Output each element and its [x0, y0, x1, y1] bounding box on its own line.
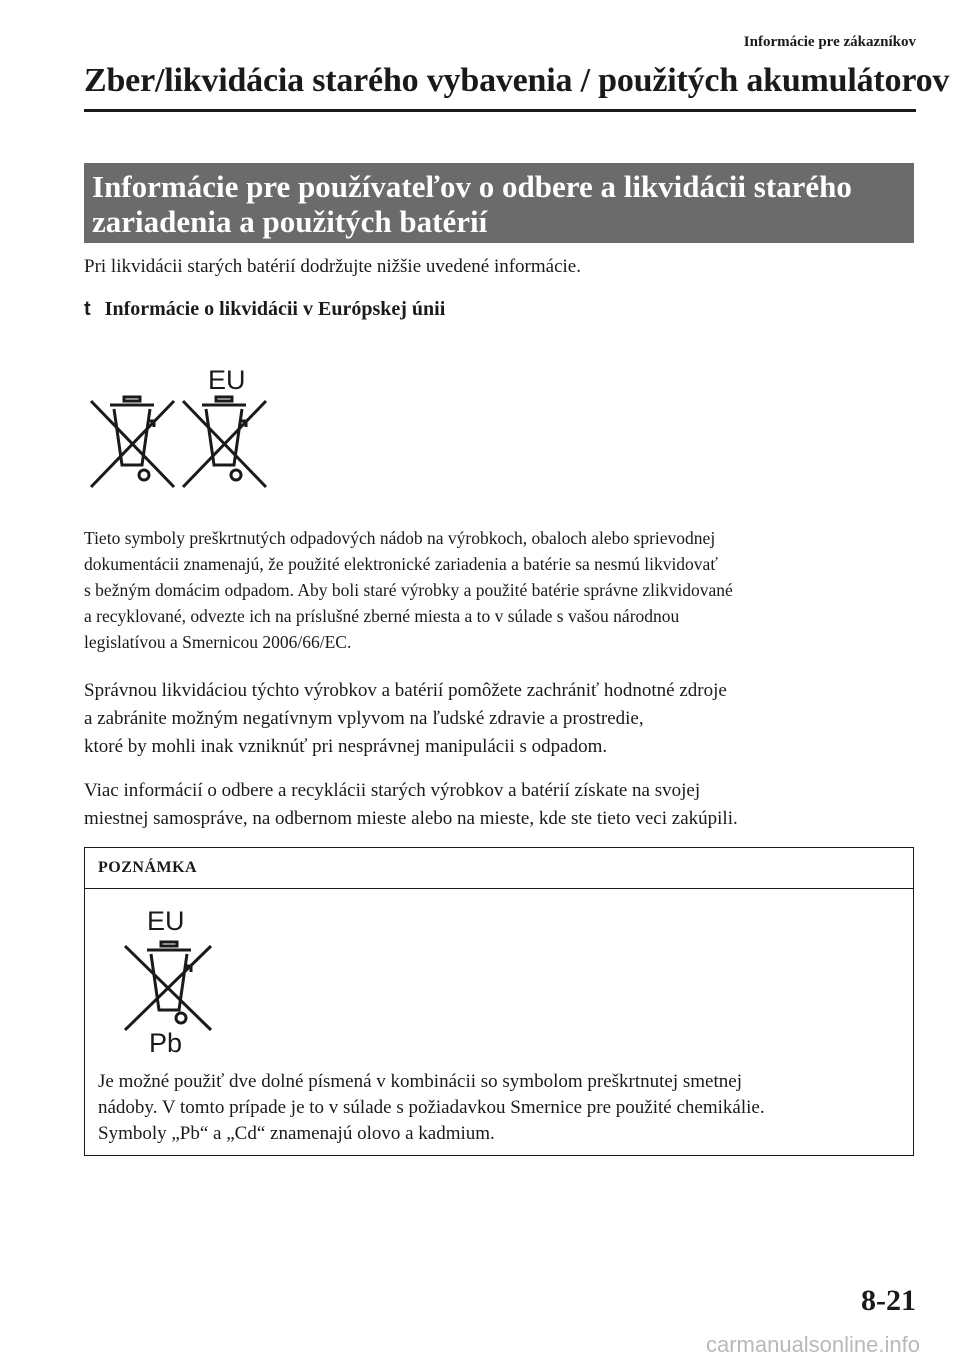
header-divider [84, 109, 916, 112]
page-number: 8-21 [861, 1284, 916, 1317]
text-line: legislatívou a Smernicou 2006/66/EC. [84, 632, 352, 652]
page-title: Zber/likvidácia starého vybavenia / použitých akumulátorov [84, 62, 950, 99]
text-line: Je možné použiť dve dolné písmená v kombinácii so symbolom preškrtnutej smetnej [98, 1071, 742, 1092]
text-line: Symboly „Pb“ a „Cd“ znamenajú olovo a kadmium. [98, 1123, 495, 1144]
chapter-label: Informácie pre zákazníkov [743, 34, 916, 50]
note-text [98, 1069, 765, 1147]
eu-label: EU [208, 365, 246, 395]
info-paragraph [84, 777, 924, 833]
text-line: ktoré by mohli inak vzniknúť pri nesprávnej manipulácii s odpadom. [84, 736, 608, 757]
text-line: a recyklované, odvezte ich na príslušné zberné miesta a to v súlade s vašou národnou [84, 606, 680, 626]
pb-label: Pb [149, 1028, 183, 1056]
note-box [84, 847, 914, 1156]
benefit-paragraph [84, 677, 924, 761]
eu-label: EU [147, 906, 185, 936]
text-line: Viac informácií o odbere a recyklácii starých výrobkov a batérií získate na svojej [84, 780, 701, 801]
section-heading-text: Informácie o likvidácii v Európskej únii [104, 298, 446, 320]
text-line: nádoby. V tomto prípade je to v súlade s požiadavkou Smernice pre použité chemikálie. [98, 1097, 765, 1118]
section-banner [84, 163, 914, 243]
text-line: a zabránite možným negatívnym vplyvom na ľudské zdravie a prostredie, [84, 708, 644, 729]
note-heading: POZNÁMKA [85, 848, 913, 889]
intro-text: Pri likvidácii starých batérií dodržujte nižšie uvedené informácie. [84, 256, 581, 277]
section-marker: t [84, 298, 91, 320]
crossed-bin-icon [125, 942, 211, 1030]
crossed-bin-icon [91, 397, 174, 487]
watermark: carmanualsonline.info [705, 1332, 920, 1357]
text-line: miestnej samospráve, na odbernom mieste alebo na mieste, kde ste tieto veci zakúpili. [84, 808, 738, 829]
weee-symbols [86, 365, 276, 495]
banner-title-line-2: zariadenia a použitých batérií [92, 204, 488, 239]
text-line: dokumentácii znamenajú, že použité elektronické zariadenia a batérie sa nesmú likvidovať [84, 554, 718, 574]
banner-title-line-1: Informácie pre používateľov o odbere a likvidácii starého [92, 169, 852, 204]
text-line: s bežným domácim odpadom. Aby boli staré výrobky a použité batérie správne zlikvidované [84, 580, 733, 600]
crossed-bin-icon [183, 397, 266, 487]
section-heading [84, 298, 445, 321]
text-line: Správnou likvidáciou týchto výrobkov a batérií pomôžete zachrániť hodnotné zdroje [84, 680, 727, 701]
text-line: Tieto symboly preškrtnutých odpadových nádob na výrobkoch, obaloch alebo sprievodnej [84, 528, 716, 548]
disposal-paragraph [84, 525, 924, 655]
weee-pb-symbol [117, 906, 227, 1056]
